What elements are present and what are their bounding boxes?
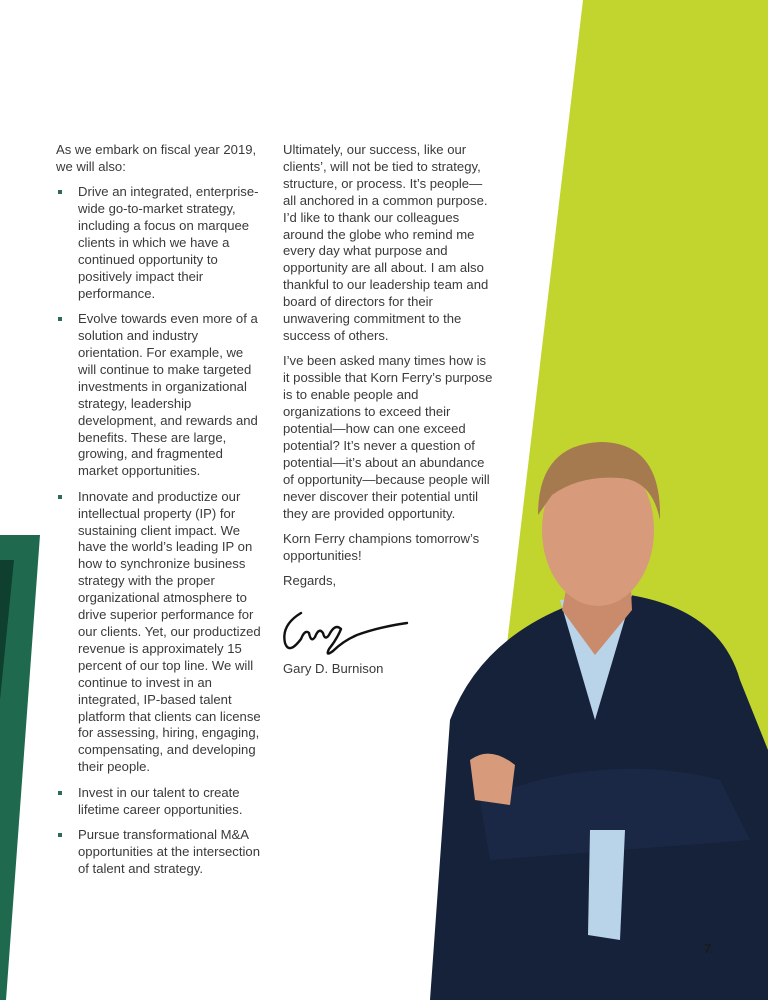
priorities-list xyxy=(56,184,261,877)
bullet-icon xyxy=(58,317,62,321)
shirt-cuff xyxy=(588,830,625,940)
page-number: 7 xyxy=(704,941,712,956)
closing-salutation: Regards, xyxy=(283,573,337,589)
signature-image xyxy=(279,599,409,661)
intro-text: As we embark on fiscal year 2019, we will also: xyxy=(56,142,257,174)
right-column xyxy=(283,142,493,686)
body-paragraph: I’ve been asked many times how is it possible that Korn Ferry’s purpose is to enable people and organizations to exceed their potential—how can one exceed potential? It’s never a question of potential—it’s about an abundance of opportunity—because people will never discover their potential until they are provided opportunity. xyxy=(283,353,493,521)
left-column xyxy=(56,142,261,886)
body-paragraph: Korn Ferry champions tomorrow’s opportunities! xyxy=(283,530,480,563)
bullet-icon xyxy=(58,791,62,795)
body-paragraph: Ultimately, our success, like our clients’, will not be tied to strategy, structure, or process. It’s people—all anchored in a common purpose. I’d like to thank our colleagues around the globe who remind me every day what purpose and opportunity are all about. I am also thankful to our leadership team and board of directors for their unwavering commitment to the success of others. xyxy=(283,142,489,343)
bullet-icon xyxy=(58,833,62,837)
list-item: Drive an integrated, enterprise-wide go-to-market strategy, including a focus on marquee clients in which we have a continued opportunity to positively impact their performance. xyxy=(56,184,261,302)
signer-name: Gary D. Burnison xyxy=(283,660,384,676)
list-item: Invest in our talent to create lifetime career opportunities. xyxy=(56,785,261,819)
hand xyxy=(470,754,515,805)
list-item: Evolve towards even more of a solution and industry orientation. For example, we will continue to make targeted investments in organizational strategy, leadership development, and rewards and benefits. These are large, growing, and fragmented market opportunities. xyxy=(56,311,261,480)
list-item: Innovate and productize our intellectual property (IP) for sustaining client impact. We have the world’s leading IP on how to synchronize business strategy with the proper organizational atmosphere to drive superior performance for our clients. Yet, our productized revenue is approximately 15 percent of our top line. We will continue to invest in an integrated, IP-based talent platform that clients can license for assessing, hiring, engaging, compensating, and developing their people. xyxy=(56,489,261,776)
list-item: Pursue transformational M&A opportunities at the intersection of talent and strategy. xyxy=(56,827,261,878)
bullet-icon xyxy=(58,495,62,499)
bullet-icon xyxy=(58,190,62,194)
